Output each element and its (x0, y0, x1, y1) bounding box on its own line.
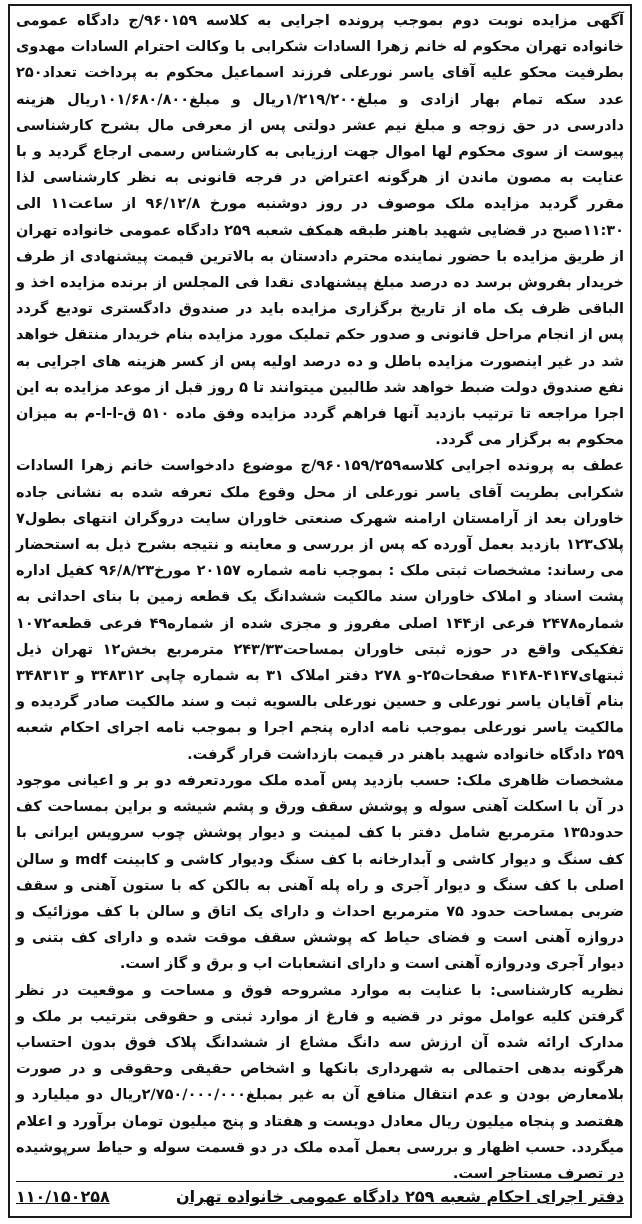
auction-announcement-paragraph: آگهی مزایده نوبت دوم بموجب پرونده اجرایی به کلاسه ۹۶۰۱۵۹/ج دادگاه عمومی خانواده تهران محکوم له خانم زهرا السادات شکرابی با وکالت احترام السادات مهدوی بطرفیت محکو علیه آقای یاسر نورعلی فرزند اسماعیل محکوم به پرداخت تعداد۲۵۰ عدد سکه تمام بهار ازادی و مبلغ۱/۲۱۹/۲۰۰ریال و مبلغ۱۰۱/۶۸۰/۸۰۰ریال هزینه دادرسی در حق زوجه و مبلغ نیم عشر دولتی پس از معرفی مال بشرح کارشناسی پیوست از سوی محکوم لها اموال جهت ارزیابی به کارشناس رسمی ارجاع گردید و با عنایت به مصون ماندن از هرگونه اعتراض در فرجه قانونی به نظر کارشناسی لذا مقرر گردید مزایده ملک موصوف در روز دوشنبه مورخ ۹۶/۱۲/۸ از ساعت۱۱ الی ۱۱:۳۰صبح در قضایی شهید باهنر طبقه همکف شعبه ۲۵۹ دادگاه عمومی خانواده تهران از طریق مزایده با حضور نماینده محترم دادستان به بالاترین قیمت پیشنهادی از طرف خریدار بفروش برسد ده درصد مبلغ پیشنهادی نقدا فی المجلس از برنده مزایده اخذ و الباقی ظرف یک ماه از تاریخ برگزاری مزایده باید در صندوق دادگستری تودیع گردد پس از انجام مراحل قانونی و صدور حکم تملیک مورد مزایده بنام خریدار منتقل خواهد شد در غیر اینصورت مزایده باطل و ده درصد اولیه پس از کسر هزینه های اجرایی به نفع صندوق دولت ضبط خواهد شد طالبین میتوانند تا ۵ روز قبل از موعد مزایده به این اجرا مراجعه تا ترتیب بازدید آنها فراهم گردد مزایده وفق ماده ۵۱۰ ق-ا-ا-م به میزان محکوم به برگزار می گردد. (16, 13, 625, 449)
expert-opinion-paragraph: نظریه کارشناسی: با عنایت به موارد مشروحه فوق و مساحت و موقعیت در نظر گرفتن کلیه عوامل موثر در قضیه و فارغ از موارد ثبتی و حقوقی بترتیب بر ملک و مدارک ارائه شده آن ارزش سه دانگ مشاع از ششدانگ پلاک فوق بدون احتساب هرگونه بدهی احتمالی به شهرداری بانکها و اشخاص حقیقی وحقوقی و در صورت بلامعارض بودن و عدم انتقال منافع آن به غیر بمبلغ۲/۷۵۰/۰۰۰/۰۰۰ریال دو میلیارد و هفتصد و پنجاه میلیون ریال معادل دویست و هفتاد و پنج میلیون تومان برآورد و اعلام میگردد. حسب اظهار و بررسی بعمل آمده ملک در دو قسمت سوله و حیاط سرپوشیده در تصرف مستاجر است. (16, 982, 624, 1182)
notice-footer (16, 1181, 624, 1212)
property-description-paragraph: مشخصات ظاهری ملک: حسب بازدید پس آمده ملک موردتعرفه دو بر و اعیانی موجود در آن با اسکلت آهنی سوله و پوشش سقف ورق و پشم شیشه و براین بمساحت کف حدود۱۳۵ مترمربع شامل دفتر با کف لمینت و دیوار پوشش چوب سرویس ایرانی با کف سنگ و دیوار کاشی و آبدارخانه با کف سنگ ودیوار کاشی و کابینت mdf و سالن اصلی با کف سنگ و دیوار آجری و راه پله آهنی به بالکن که با ستون آهنی و سقف ضربی بمساحت حدود ۷۵ مترمربع احداث و دارای یک اتاق و سالن با کف موزائیک و دروازه آهنی است و فضای حیاط که پوشش سقف موقت شده و دارای کف بتنی و دیوار آجری ودروازه آهنی است و دارای انشعابات اب و برق و گاز است. (16, 772, 624, 973)
notice-code: ۱۱۰/۱۵۰۲۵۸ (16, 1186, 110, 1206)
property-registration-paragraph: عطف به پرونده اجرایی کلاسه۹۶۰۱۵۹/۲۵۹/ج موضوع دادخواست خانم زهرا السادات شکرابی بطریت آقای یاسر نورعلی از محل وقوع ملک تعرفه شده به نشانی جاده خاوران بعد از آرامستان ارامنه شهرک صنعتی خاوران سایت دروگران انتهای بطول۷ پلاک۱۲۳ بازدید بعمل آورده که پس از بررسی و معاینه و نتیجه بشرح ذیل به استحضار می رساند: مشخصات ثبتی ملک : بموجب نامه شماره ۲۰۱۵۷ مورخ۹۶/۸/۲۳ کفیل اداره پشت اسناد و املاک خاوران سند مالکیت ششدانگ یک قطعه زمین با بنای احداثی به شماره۲۴۷۸ فرعی از۱۴۴ اصلی مفروز و مجزی شده از شماره۴۹ فرعی قطعه۱۰۷۲ تفکیکی واقع در حوزه ثبتی خاوران بمساحت۲۴۳/۳۳ مترمربع بخش۱۲ تهران ذیل ثبتهای۴۱۴۷-۴۱۴۸ صفحات۲۵-و ۲۷۸ دفتر املاک ۳۱ به شماره چاپی ۳۴۸۳۱۲ و ۳۴۸۳۱۳ بنام آقایان یاسر نورعلی و حسین نورعلی بالسویه ثبت و سند مالکیت صادر گردیده و مالکیت یاسر نورعلی بموجب نامه اداره پنجم اجرا و بموجب نامه اجرای احکام شعبه ۲۵۹ دادگاه خانواده شهید باهنر در قیمت بازداشت قرار گرفت. (16, 458, 625, 763)
issuing-office: دفتر اجرای احکام شعبه ۲۵۹ دادگاه عمومی خانواده تهران (175, 1186, 624, 1206)
auction-notice (8, 4, 632, 1218)
